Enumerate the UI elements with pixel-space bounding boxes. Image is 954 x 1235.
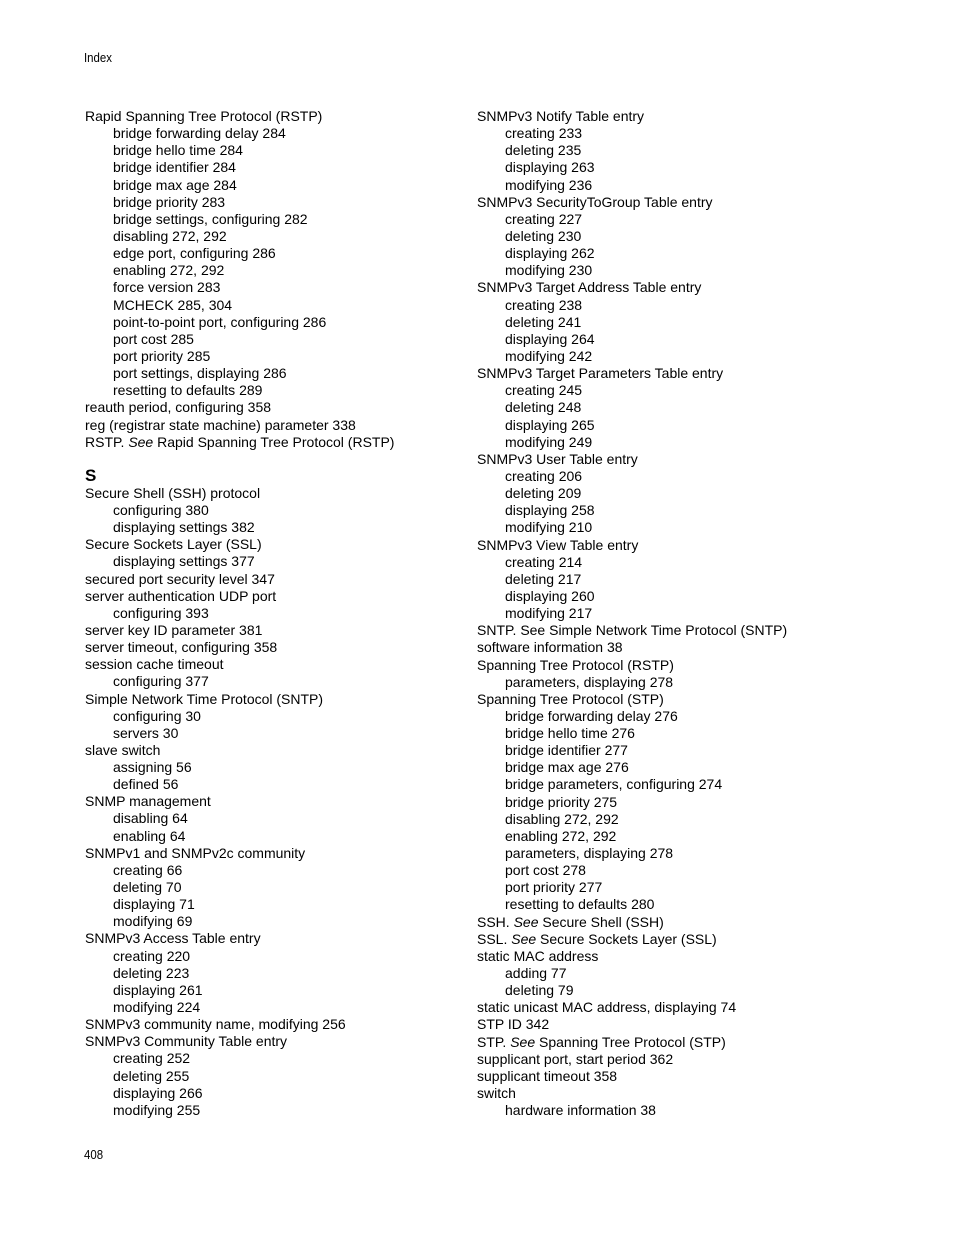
index-subentry: displaying settings 377	[113, 553, 255, 570]
index-subentry: deleting 241	[505, 313, 582, 330]
index-entry: SNTP. See Simple Network Time Protocol (SNTP)	[477, 622, 788, 639]
index-entry: server timeout, configuring 358	[85, 639, 278, 656]
index-subentry: modifying 255	[113, 1101, 201, 1118]
index-subentry: parameters, displaying 278	[505, 673, 674, 690]
index-subentry: hardware information 38	[505, 1102, 656, 1119]
index-entry: switch	[477, 1085, 516, 1102]
index-entry	[477, 931, 897, 948]
index-subentry: bridge max age 284	[113, 176, 237, 193]
index-subentry: deleting 248	[505, 399, 582, 416]
index-subentry: deleting 217	[505, 570, 582, 587]
index-entry: static MAC address	[477, 947, 599, 964]
index-subentry: bridge forwarding delay 276	[505, 707, 678, 724]
index-subentry: displaying 264	[505, 330, 595, 347]
index-subentry: modifying 230	[505, 262, 593, 279]
index-subentry: deleting 223	[113, 964, 190, 981]
index-subentry: enabling 272, 292	[505, 827, 617, 844]
index-subentry: creating 252	[113, 1050, 191, 1067]
entry-text: SSH.	[477, 913, 514, 930]
index-subentry: displaying 260	[505, 587, 595, 604]
index-subentry: MCHECK 285, 304	[113, 296, 233, 313]
index-subentry: bridge max age 276	[505, 759, 629, 776]
index-subentry: deleting 230	[505, 227, 582, 244]
index-subentry: bridge priority 283	[113, 193, 226, 210]
index-subentry: deleting 70	[113, 879, 182, 896]
index-subentry: displaying settings 382	[113, 519, 255, 536]
index-entry: SNMP management	[85, 793, 211, 810]
index-subentry: modifying 236	[505, 176, 593, 193]
index-entry: secured port security level 347	[85, 570, 275, 587]
index-subentry: creating 238	[505, 296, 583, 313]
see-target: Spanning Tree Protocol (STP)	[535, 1033, 726, 1050]
index-entry: SNMPv3 Target Address Table entry	[477, 279, 702, 296]
index-subentry: bridge hello time 284	[113, 142, 243, 159]
index-section-letter: S	[85, 465, 97, 485]
index-column-left	[85, 108, 505, 1119]
entry-text: SSL.	[477, 930, 512, 947]
see-reference: See	[511, 930, 537, 947]
index-subentry: creating 220	[113, 947, 191, 964]
index-subentry: modifying 210	[505, 519, 593, 536]
index-subentry: deleting 209	[505, 485, 582, 502]
index-subentry: bridge identifier 277	[505, 742, 628, 759]
index-entry: reauth period, configuring 358	[85, 399, 272, 416]
index-column-right	[477, 108, 897, 1119]
index-entry	[85, 434, 505, 451]
index-subentry: adding 77	[505, 965, 567, 982]
index-subentry: displaying 261	[113, 981, 203, 998]
index-subentry: port cost 285	[113, 330, 194, 347]
index-subentry: parameters, displaying 278	[505, 845, 674, 862]
index-entry: supplicant port, start period 362	[477, 1050, 674, 1067]
index-subentry: creating 233	[505, 125, 583, 142]
see-reference: See	[128, 433, 154, 450]
index-subentry: modifying 69	[113, 913, 193, 930]
index-subentry: displaying 71	[113, 896, 195, 913]
index-subentry: defined 56	[113, 776, 179, 793]
index-subentry: bridge hello time 276	[505, 725, 635, 742]
index-subentry: displaying 266	[113, 1084, 203, 1101]
index-subentry: bridge parameters, configuring 274	[505, 776, 723, 793]
index-subentry: deleting 235	[505, 142, 582, 159]
entry-text: RSTP.	[85, 433, 129, 450]
index-subentry: disabling 64	[113, 810, 188, 827]
index-subentry: configuring 380	[113, 501, 209, 518]
index-entry: static unicast MAC address, displaying 74	[477, 999, 737, 1016]
index-entry: reg (registrar state machine) parameter 338	[85, 416, 356, 433]
index-subentry: disabling 272, 292	[113, 227, 227, 244]
index-subentry: bridge identifier 284	[113, 159, 236, 176]
index-entry: session cache timeout	[85, 656, 224, 673]
see-target: Rapid Spanning Tree Protocol (RSTP)	[153, 433, 395, 450]
index-subentry: modifying 249	[505, 433, 593, 450]
index-entry	[477, 914, 897, 931]
index-entry: server key ID parameter 381	[85, 621, 263, 638]
index-entry: SNMPv3 community name, modifying 256	[85, 1016, 346, 1033]
index-subentry: force version 283	[113, 279, 221, 296]
entry-text: STP.	[477, 1033, 511, 1050]
index-subentry: bridge forwarding delay 284	[113, 125, 286, 142]
page-number: 408	[84, 1147, 104, 1162]
index-entry: Secure Sockets Layer (SSL)	[85, 536, 262, 553]
index-entry: software information 38	[477, 639, 623, 656]
index-entry: SNMPv3 Notify Table entry	[477, 108, 645, 124]
index-subentry: enabling 272, 292	[113, 262, 225, 279]
index-entry: slave switch	[85, 741, 161, 758]
index-subentry: resetting to defaults 280	[505, 896, 655, 913]
index-entry: Rapid Spanning Tree Protocol (RSTP)	[85, 108, 323, 124]
index-subentry: modifying 224	[113, 999, 201, 1016]
index-subentry: displaying 262	[505, 245, 595, 262]
index-subentry: deleting 79	[505, 982, 574, 999]
index-entry	[477, 1034, 897, 1051]
index-subentry: modifying 217	[505, 605, 593, 622]
index-subentry: creating 214	[505, 553, 583, 570]
index-subentry: assigning 56	[113, 759, 192, 776]
index-entry: SNMPv3 SecurityToGroup Table entry	[477, 193, 713, 210]
see-target: Secure Shell (SSH)	[538, 913, 664, 930]
index-subentry: bridge settings, configuring 282	[113, 210, 308, 227]
index-subentry: bridge priority 275	[505, 793, 618, 810]
index-entry: Spanning Tree Protocol (STP)	[477, 690, 664, 707]
index-subentry: creating 245	[505, 382, 583, 399]
index-entry: SNMPv3 Access Table entry	[85, 930, 261, 947]
index-subentry: port priority 277	[505, 879, 603, 896]
index-subentry: disabling 272, 292	[505, 810, 619, 827]
index-subentry: displaying 258	[505, 502, 595, 519]
index-subentry: edge port, configuring 286	[113, 245, 276, 262]
index-subentry: creating 206	[505, 467, 583, 484]
index-entry: SNMPv3 View Table entry	[477, 536, 639, 553]
see-target: Secure Sockets Layer (SSL)	[536, 930, 717, 947]
index-subentry: creating 66	[113, 861, 183, 878]
index-entry: Secure Shell (SSH) protocol	[85, 484, 261, 501]
index-entry: supplicant timeout 358	[477, 1067, 618, 1084]
index-entry: server authentication UDP port	[85, 587, 277, 604]
index-subentry: resetting to defaults 289	[113, 382, 263, 399]
see-reference: See	[510, 1033, 536, 1050]
index-entry: SNMPv3 Target Parameters Table entry	[477, 365, 724, 382]
index-subentry: servers 30	[113, 724, 179, 741]
index-entry: STP ID 342	[477, 1016, 550, 1033]
index-subentry: displaying 263	[505, 159, 595, 176]
index-subentry: configuring 377	[113, 673, 209, 690]
index-subentry: deleting 255	[113, 1067, 190, 1084]
index-subentry: configuring 30	[113, 707, 201, 724]
see-reference: See	[513, 913, 539, 930]
index-entry: SNMPv1 and SNMPv2c community	[85, 844, 306, 861]
index-entry: Spanning Tree Protocol (RSTP)	[477, 656, 674, 673]
index-subentry: creating 227	[505, 210, 583, 227]
index-subentry: point-to-point port, configuring 286	[113, 313, 327, 330]
index-entry: Simple Network Time Protocol (SNTP)	[85, 690, 324, 707]
index-entry: SNMPv3 User Table entry	[477, 450, 638, 467]
index-subentry: enabling 64	[113, 827, 186, 844]
index-subentry: displaying 265	[505, 416, 595, 433]
index-subentry: modifying 242	[505, 347, 593, 364]
index-subentry: port settings, displaying 286	[113, 365, 287, 382]
index-subentry: port cost 278	[505, 862, 586, 879]
index-entry: SNMPv3 Community Table entry	[85, 1033, 288, 1050]
index-subentry: port priority 285	[113, 347, 211, 364]
index-subentry: configuring 393	[113, 604, 209, 621]
running-header: Index	[84, 50, 112, 65]
